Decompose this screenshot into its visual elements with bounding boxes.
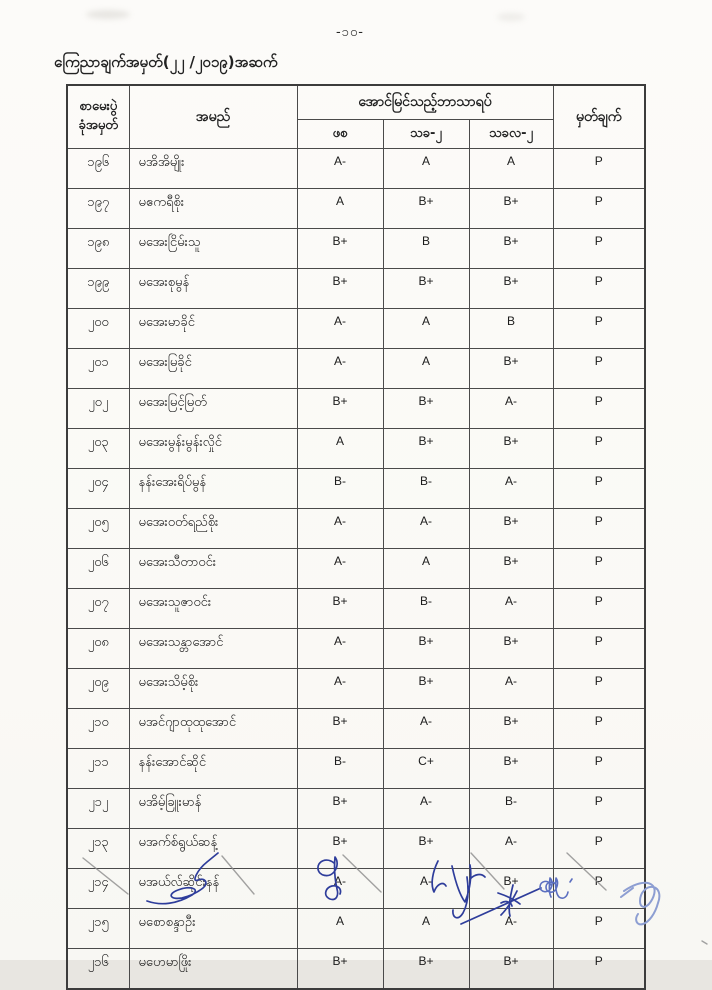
remark-cell: P [553, 669, 645, 709]
grade-cell-subject-1: A- [297, 149, 383, 189]
seat-number-cell: ၂၁၅ [67, 909, 129, 949]
grade-cell-subject-3: B+ [469, 629, 553, 669]
grade-cell-subject-1: B+ [297, 789, 383, 829]
page-number: -၁၀- [335, 25, 364, 40]
student-name-cell: မအေးသန္တာအောင် [129, 629, 297, 669]
seat-number-cell: ၂၀၇ [67, 589, 129, 629]
remark-cell: P [553, 469, 645, 509]
grade-cell-subject-2: A [383, 149, 469, 189]
grade-cell-subject-1: A- [297, 669, 383, 709]
grade-cell-subject-3: B+ [469, 269, 553, 309]
seat-number-cell: ၂၁၆ [67, 949, 129, 990]
student-name-cell: နန်းအေးရိပ်မွန် [129, 469, 297, 509]
seat-number-cell: ၂၀၁ [67, 349, 129, 389]
seat-number-cell: ၁၉၇ [67, 189, 129, 229]
student-name-cell: မအေးသူဇာဝင်း [129, 589, 297, 629]
remark-cell: P [553, 829, 645, 869]
grade-cell-subject-1: B- [297, 749, 383, 789]
grade-cell-subject-3: A [469, 149, 553, 189]
header-name: အမည် [129, 85, 297, 149]
pencil-mark [702, 941, 707, 944]
student-name-cell: မအက်စ်ရွယ်ဆန့် [129, 829, 297, 869]
remark-cell: P [553, 349, 645, 389]
results-table [66, 84, 646, 990]
remark-cell: P [553, 189, 645, 229]
table-row [67, 909, 645, 949]
grade-cell-subject-2: B+ [383, 949, 469, 990]
table-row [67, 829, 645, 869]
grade-cell-subject-1: B+ [297, 829, 383, 869]
student-name-cell: မအေးငြိမ်းသူ [129, 229, 297, 269]
grade-cell-subject-2: B+ [383, 429, 469, 469]
grade-cell-subject-1: A- [297, 629, 383, 669]
student-name-cell: မစောစန္ဒာဦး [129, 909, 297, 949]
remark-cell: P [553, 549, 645, 589]
header-seat-line1: စာမေးပွဲ [79, 99, 118, 115]
seat-number-cell: ၂၁၀ [67, 709, 129, 749]
header-subjects-group: အောင်မြင်သည့်ဘာသာရပ် [297, 85, 553, 120]
grade-cell-subject-1: A- [297, 869, 383, 909]
header-subject-1: ဖစ [297, 120, 383, 149]
grade-cell-subject-2: A- [383, 789, 469, 829]
table-row [67, 189, 645, 229]
table-row [67, 869, 645, 909]
header-subject-2: သခ-၂ [383, 120, 469, 149]
header-subject-3: သခလ-၂ [469, 120, 553, 149]
grade-cell-subject-2: B+ [383, 269, 469, 309]
document-title: ကြေညာချက်အမှတ်(၂၂ /၂၀၁၉)အဆက် [54, 53, 278, 71]
grade-cell-subject-3: B+ [469, 549, 553, 589]
grade-cell-subject-2: A [383, 309, 469, 349]
grade-cell-subject-2: B- [383, 589, 469, 629]
grade-cell-subject-1: A [297, 189, 383, 229]
grade-cell-subject-3: B+ [469, 709, 553, 749]
table-row [67, 749, 645, 789]
table-row [67, 469, 645, 509]
grade-cell-subject-2: A- [383, 509, 469, 549]
seat-number-cell: ၂၀၈ [67, 629, 129, 669]
seat-number-cell: ၂၁၃ [67, 829, 129, 869]
seat-number-cell: ၂၀၅ [67, 509, 129, 549]
scan-smudge [497, 13, 525, 21]
grade-cell-subject-3: B+ [469, 189, 553, 229]
remark-cell: P [553, 909, 645, 949]
header-seat-line2: ခုံအမှတ် [78, 118, 118, 133]
seat-number-cell: ၂၀၉ [67, 669, 129, 709]
seat-number-cell: ၁၉၉ [67, 269, 129, 309]
student-name-cell: မအေးစုမွန် [129, 269, 297, 309]
remark-cell: P [553, 229, 645, 269]
grade-cell-subject-2: A [383, 349, 469, 389]
student-name-cell: မအေးသီတာဝင်း [129, 549, 297, 589]
student-name-cell: မဟေမာဖြိုး [129, 949, 297, 990]
student-name-cell: မအေးဝတ်ရည်စိုး [129, 509, 297, 549]
grade-cell-subject-1: A- [297, 509, 383, 549]
student-name-cell: မအေးမွန်းမွန်းလှိုင် [129, 429, 297, 469]
grade-cell-subject-1: B+ [297, 709, 383, 749]
seat-number-cell: ၂၀၂ [67, 389, 129, 429]
grade-cell-subject-3: A- [469, 589, 553, 629]
seat-number-cell: ၂၀၆ [67, 549, 129, 589]
grade-cell-subject-2: A [383, 909, 469, 949]
seat-number-cell: ၁၉၈ [67, 229, 129, 269]
table-row [67, 349, 645, 389]
remark-cell: P [553, 269, 645, 309]
table-row [67, 269, 645, 309]
student-name-cell: မအေးမြင့်မြတ် [129, 389, 297, 429]
header-row-main [67, 85, 645, 120]
grade-cell-subject-3: A- [469, 469, 553, 509]
grade-cell-subject-2: C+ [383, 749, 469, 789]
grade-cell-subject-1: B+ [297, 229, 383, 269]
student-name-cell: မဧကရီစိုး [129, 189, 297, 229]
grade-cell-subject-1: B+ [297, 389, 383, 429]
results-body [67, 149, 645, 990]
table-row [67, 309, 645, 349]
grade-cell-subject-3: B+ [469, 429, 553, 469]
remark-cell: P [553, 789, 645, 829]
table-row [67, 429, 645, 469]
grade-cell-subject-3: B+ [469, 949, 553, 990]
seat-number-cell: ၁၉၆ [67, 149, 129, 189]
grade-cell-subject-1: B+ [297, 269, 383, 309]
grade-cell-subject-2: B- [383, 469, 469, 509]
remark-cell: P [553, 149, 645, 189]
grade-cell-subject-3: A- [469, 669, 553, 709]
seat-number-cell: ၂၀၃ [67, 429, 129, 469]
grade-cell-subject-1: B- [297, 469, 383, 509]
remark-cell: P [553, 709, 645, 749]
grade-cell-subject-2: A [383, 549, 469, 589]
table-row [67, 789, 645, 829]
table-row [67, 509, 645, 549]
seat-number-cell: ၂၀၄ [67, 469, 129, 509]
grade-cell-subject-2: B [383, 229, 469, 269]
table-row [67, 389, 645, 429]
remark-cell: P [553, 509, 645, 549]
table-row [67, 669, 645, 709]
grade-cell-subject-2: B+ [383, 669, 469, 709]
grade-cell-subject-1: A- [297, 549, 383, 589]
seat-number-cell: ၂၁၂ [67, 789, 129, 829]
grade-cell-subject-2: A- [383, 869, 469, 909]
remark-cell: P [553, 949, 645, 990]
header-remark: မှတ်ချက် [553, 85, 645, 149]
remark-cell: P [553, 309, 645, 349]
remark-cell: P [553, 429, 645, 469]
grade-cell-subject-1: A [297, 429, 383, 469]
grade-cell-subject-2: B+ [383, 389, 469, 429]
grade-cell-subject-3: B- [469, 789, 553, 829]
grade-cell-subject-3: B+ [469, 869, 553, 909]
student-name-cell: မအိမ့်ခြူးမာန် [129, 789, 297, 829]
student-name-cell: မအိအိမျိုး [129, 149, 297, 189]
seat-number-cell: ၂၁၁ [67, 749, 129, 789]
grade-cell-subject-3: B+ [469, 349, 553, 389]
remark-cell: P [553, 389, 645, 429]
remark-cell: P [553, 749, 645, 789]
grade-cell-subject-1: A- [297, 349, 383, 389]
table-row [67, 709, 645, 749]
table-row [67, 589, 645, 629]
table-row [67, 949, 645, 990]
remark-cell: P [553, 869, 645, 909]
grade-cell-subject-3: B+ [469, 509, 553, 549]
grade-cell-subject-3: A- [469, 829, 553, 869]
grade-cell-subject-3: B+ [469, 229, 553, 269]
table-row [67, 629, 645, 669]
grade-cell-subject-1: B+ [297, 589, 383, 629]
seat-number-cell: ၂၁၄ [67, 869, 129, 909]
grade-cell-subject-2: B+ [383, 189, 469, 229]
student-name-cell: မအေးမာခိုင် [129, 309, 297, 349]
seat-number-cell: ၂၀၀ [67, 309, 129, 349]
grade-cell-subject-3: B [469, 309, 553, 349]
header-seat-number [67, 85, 129, 149]
grade-cell-subject-2: B+ [383, 829, 469, 869]
grade-cell-subject-1: B+ [297, 949, 383, 990]
table-row [67, 549, 645, 589]
grade-cell-subject-3: A- [469, 909, 553, 949]
student-name-cell: မအေးမြခိုင် [129, 349, 297, 389]
table-row [67, 229, 645, 269]
remark-cell: P [553, 629, 645, 669]
grade-cell-subject-3: B+ [469, 749, 553, 789]
grade-cell-subject-1: A- [297, 309, 383, 349]
student-name-cell: နန်းအောင်ဆိုင် [129, 749, 297, 789]
grade-cell-subject-1: A [297, 909, 383, 949]
student-name-cell: မအယ်လ်ဆိုင်းနန် [129, 869, 297, 909]
grade-cell-subject-2: B+ [383, 629, 469, 669]
grade-cell-subject-3: A- [469, 389, 553, 429]
student-name-cell: မအေးသိမ့်စိုး [129, 669, 297, 709]
student-name-cell: မအင်ဂျာထုထုအောင် [129, 709, 297, 749]
grade-cell-subject-2: A- [383, 709, 469, 749]
remark-cell: P [553, 589, 645, 629]
table-row [67, 149, 645, 189]
scan-smudge [86, 10, 130, 19]
